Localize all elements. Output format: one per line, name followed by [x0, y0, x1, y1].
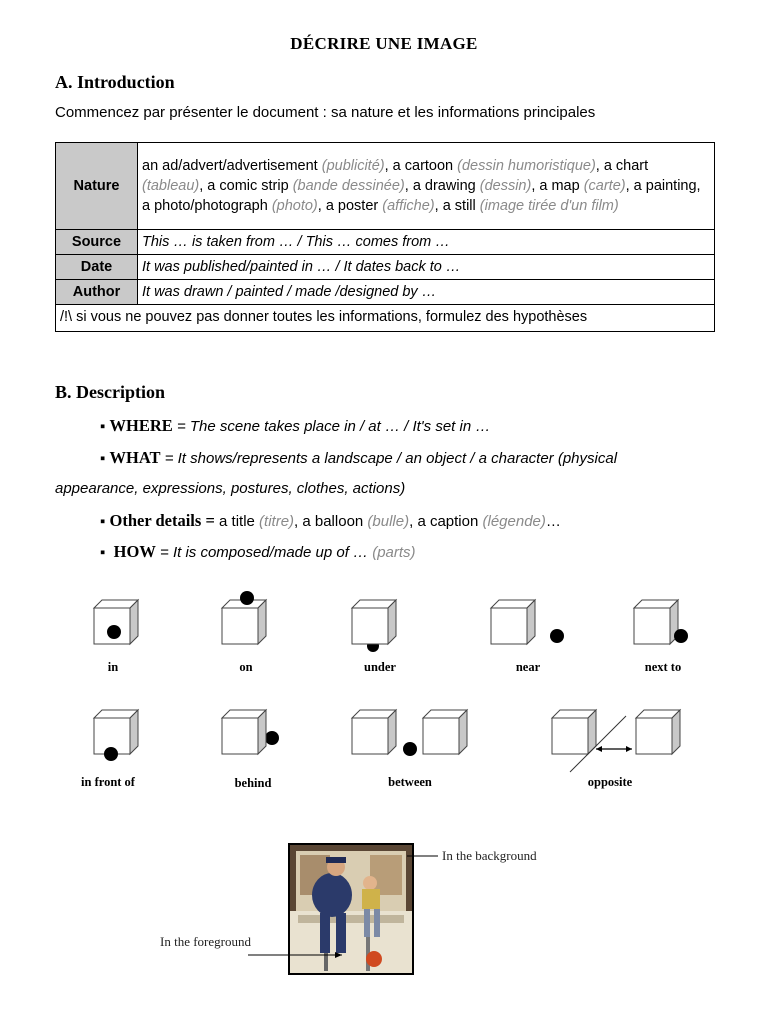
nature-text-part: , a drawing [404, 178, 480, 194]
how-grey-text: (parts) [372, 544, 416, 561]
where-text: = The scene takes place in / at … / It's set in … [176, 418, 491, 435]
label-opposite: opposite [587, 775, 633, 789]
nature-text-part: , a chart [595, 158, 649, 174]
other-details-part: , a balloon [294, 513, 368, 530]
bullet-icon: ▪ [100, 513, 110, 530]
label-behind: behind [234, 776, 272, 790]
nature-text-part: (photo) [271, 198, 318, 214]
other-keyword: Other details = [109, 511, 215, 530]
label-between: between [388, 775, 432, 789]
nature-text-part: (tableau) [142, 178, 200, 194]
nature-text-part: , a map [531, 178, 584, 194]
author-label: Author [56, 280, 138, 305]
nature-text-part: (dessin humoristique) [457, 158, 596, 174]
what-text-2: physical [562, 450, 618, 467]
date-label: Date [56, 255, 138, 280]
how-keyword: HOW [113, 542, 156, 561]
bullet-icon: ▪ [100, 450, 110, 467]
nature-text-part: , a poster [317, 198, 383, 214]
cube-in [94, 600, 138, 644]
label-near: near [515, 660, 541, 674]
painting-illustration [290, 845, 412, 973]
cube-opposite [552, 710, 680, 772]
cube-under [352, 600, 396, 652]
other-details-part: a title [214, 513, 260, 530]
nature-text-part: an ad/advert/advertisement [142, 158, 322, 174]
nature-text-part: , a cartoon [384, 158, 458, 174]
how-text: = It is composed/made up of … [160, 544, 373, 561]
example-painting [288, 843, 414, 975]
warning-text: /!\ si vous ne pouvez pas donner toutes les informations, formulez des hypothèses [56, 305, 715, 332]
nature-text-part: (affiche) [382, 198, 435, 214]
intro-text: Commencez par présenter le document : sa nature et les informations principales [55, 104, 596, 121]
foreground-caption: In the foreground [160, 934, 251, 949]
section-a-heading: A. Introduction [55, 72, 175, 92]
nature-label: Nature [56, 143, 138, 230]
label-in: in [107, 660, 119, 674]
source-label: Source [56, 230, 138, 255]
cube-behind [222, 710, 279, 754]
what-text-1: = It shows/represents a landscape / an object / a character ( [164, 450, 563, 467]
nature-text-part: , a comic strip [199, 178, 293, 194]
label-under: under [364, 660, 396, 674]
cube-next-to [634, 600, 688, 644]
cube-between [352, 710, 467, 756]
page-title: DÉCRIRE UNE IMAGE [290, 34, 478, 53]
other-details-part: (titre) [259, 513, 295, 530]
date-value: It was published/painted in … / It dates back to … [138, 255, 715, 280]
cube-in-front-of [94, 710, 138, 761]
other-details-part: … [545, 513, 561, 530]
nature-text-part: , a still [434, 198, 480, 214]
other-details-part: (bulle) [367, 513, 410, 530]
other-details-part: , a caption [409, 513, 483, 530]
nature-text-part: (publicité) [321, 158, 385, 174]
nature-text-part: (bande dessinée) [292, 178, 405, 194]
source-value: This … is taken from … / This … comes from … [138, 230, 715, 255]
label-next-to: next to [644, 660, 682, 674]
what-text-3: appearance, expressions, postures, clothes, actions) [55, 480, 406, 497]
bullet-icon: ▪ [100, 544, 110, 561]
section-b-heading: B. Description [55, 382, 165, 402]
label-on: on [239, 660, 253, 674]
nature-text-part: (carte) [583, 178, 626, 194]
what-keyword: WHAT [109, 448, 161, 467]
background-caption: In the background [442, 848, 537, 863]
author-value: It was drawn / painted / made /designed by … [138, 280, 715, 305]
label-in-front-of: in front of [81, 775, 135, 789]
nature-text-part: (dessin) [479, 178, 532, 194]
nature-text-part: , a painting, a photo/photograph [142, 178, 701, 214]
cube-on [222, 591, 266, 644]
other-details-part: (légende) [482, 513, 546, 530]
bullet-icon: ▪ [100, 418, 110, 435]
cube-near [491, 600, 564, 644]
where-keyword: WHERE [109, 416, 173, 435]
nature-text-part: (image tirée d'un film) [479, 198, 619, 214]
